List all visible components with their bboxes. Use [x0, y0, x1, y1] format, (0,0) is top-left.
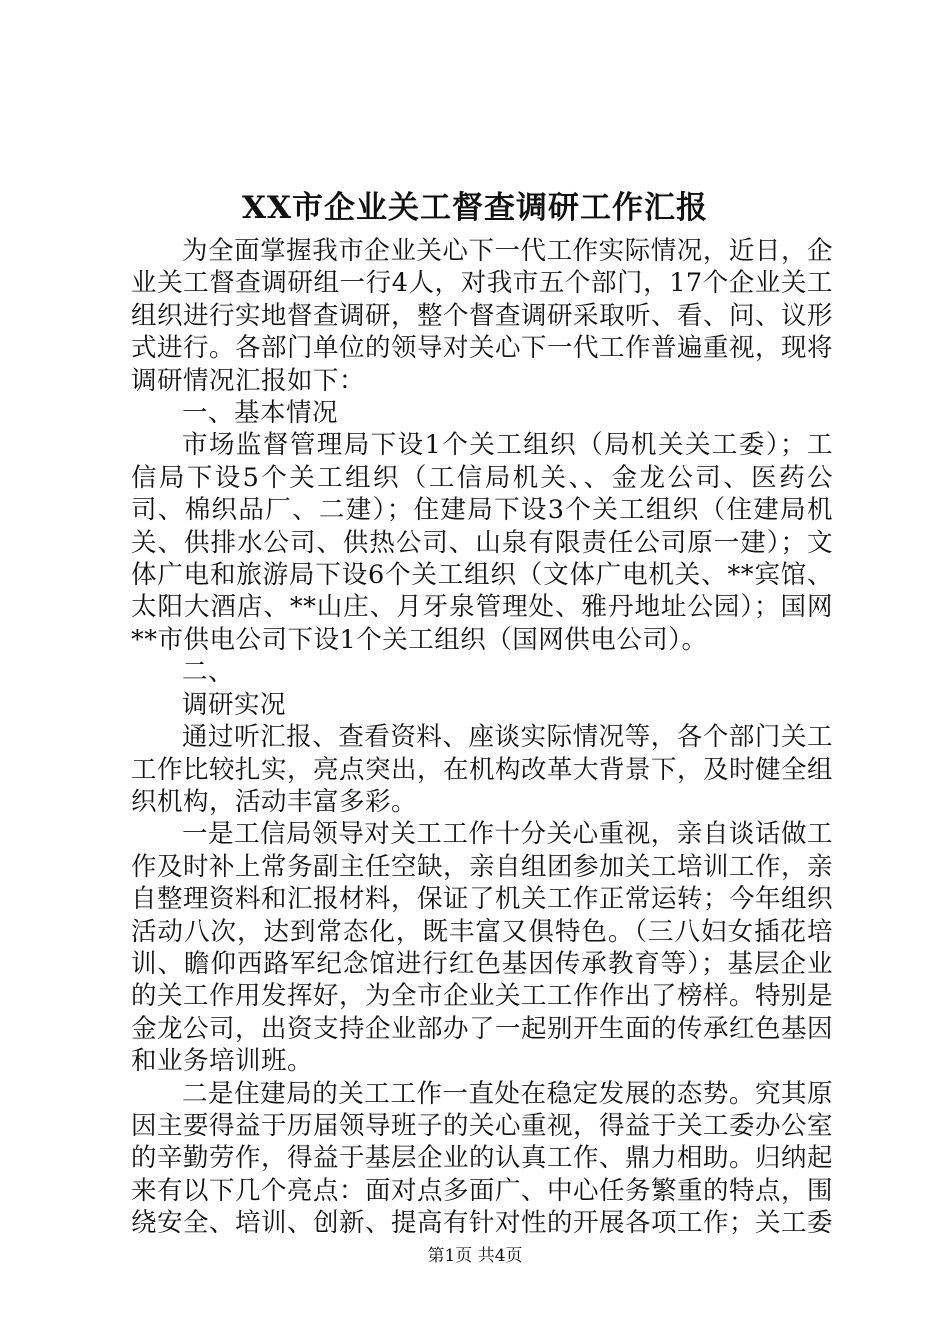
section-number-two: 二、 — [182, 657, 235, 688]
research-summary-paragraph: 通过听汇报、查看资料、座谈实际情况等，各个部门关工工作比较扎实，亮点突出，在机构改革大背景下，及时健全组织机构，活动丰富多彩。 — [131, 722, 834, 817]
point-two-paragraph: 二是住建局的关工工作一直处在稳定发展的态势。究其原因主要得益于历届领导班子的关心重视，得益于关工委办公室的辛勤劳作，得益于基层企业的认真工作、鼎力相助。归纳起来有以下几个亮点：面对点多面广、中心任务繁重的特点，围绕安全、培训、创新、提高有针对性的开展各项工作；关工委 — [131, 1078, 834, 1239]
point-one-paragraph: 一是工信局领导对关工工作十分关心重视，亲自谈话做工作及时补上常务副主任空缺，亲自组团参加关工培训工作，亲自整理资料和汇报材料，保证了机关工作正常运转；今年组织活动八次，达到常态化，既丰富又俱特色。（三八妇女插花培训、瞻仰西路军纪念馆进行红色基因传承教育等）；基层企业的关工作用发挥好，为全市企业关工工作作出了榜样。特别是金龙公司，出资支持企业部办了一起别开生面的传承红色基因和业务培训班。 — [131, 819, 834, 1077]
document-title: XX市企业关工督查调研工作汇报 — [241, 190, 709, 226]
page-number-footer: 第1页 共4页 — [427, 1246, 523, 1266]
intro-paragraph: 为全面掌握我市企业关心下一代工作实际情况，近日，企业关工督查调研组一行4人，对我市五个部门，17个企业关工组织进行实地督查调研，整个督查调研采取听、看、问、议形式进行。各部门单位的领导对关心下一代工作普遍重视，现将调研情况汇报如下： — [131, 236, 834, 396]
section-heading-research: 调研实况 — [182, 689, 287, 720]
basic-situation-paragraph: 市场监督管理局下设1个关工组织（局机关关工委）；工信局下设5个关工组织（工信局机关、、金龙公司、医药公司、棉织品厂、二建）；住建局下设3个关工组织（住建局机关、供排水公司、供热公司、山泉有限责任公司原一建）；文体广电和旅游局下设6个关工组织（文体广电机关、**宾馆、太阳大酒店、**山庄、月牙泉管理处、雅丹地址公园）；国网**市供电公司下设1个关工组织（国网供电公司）。 — [131, 430, 833, 655]
section-heading-basic-situation: 一、基本情况 — [182, 398, 339, 429]
document-body — [131, 235, 833, 1240]
